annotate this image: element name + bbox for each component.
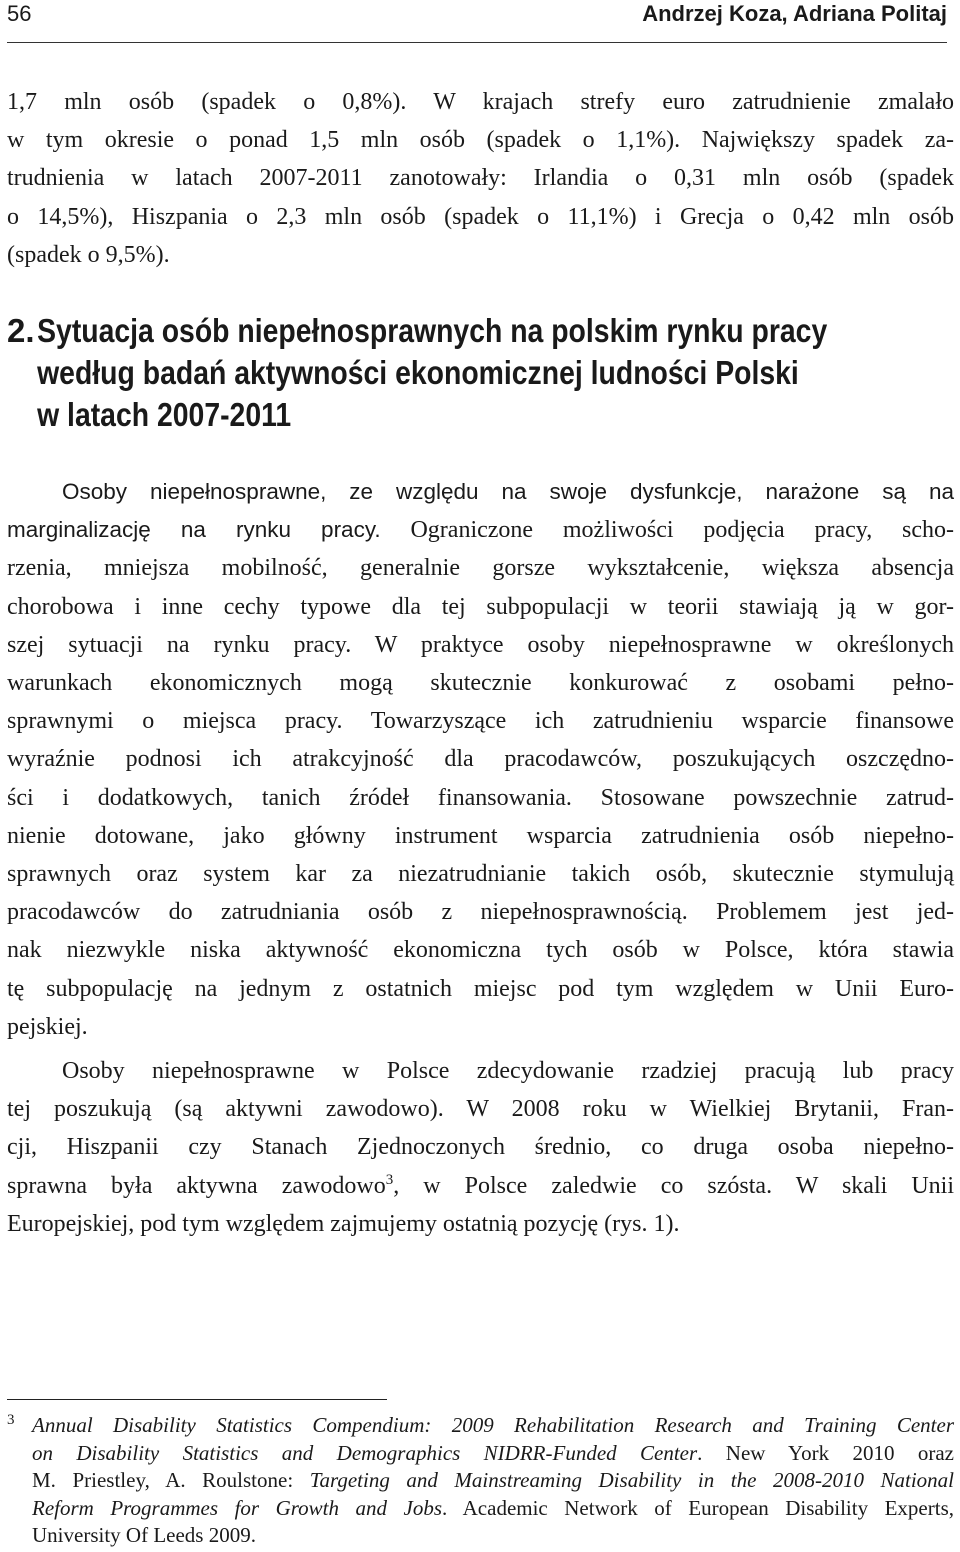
text-line: Europejskiej, pod tym względem zajmujemy ostatnią pozycję (rys. 1). xyxy=(7,1210,680,1237)
footnote-separator xyxy=(7,1399,387,1400)
text-fragment: Ograniczone możliwości podjęcia pracy, scho- xyxy=(380,517,954,544)
footnote-text xyxy=(32,1412,954,1550)
text-fragment: marginalizację na rynku pracy. xyxy=(7,517,381,543)
text-line: wyraźnie podnosi ich atrakcyjność dla pracodawców, poszukujących oszczędno- xyxy=(7,746,954,773)
text-line: warunkach ekonomicznych mogą skutecznie konkurować z osobami pełno- xyxy=(7,670,954,697)
text-line: pracodawców do zatrudniania osób z niepełnosprawnością. Problemem jest jed- xyxy=(7,899,954,926)
text-line xyxy=(7,511,954,549)
text-line: cji, Hiszpanii czy Stanach Zjednoczonych średnio, co druga osoba niepełno- xyxy=(7,1134,954,1161)
footnote xyxy=(7,1412,954,1550)
section-number: 2. xyxy=(7,312,35,349)
section-title xyxy=(7,310,828,436)
intro-paragraph xyxy=(7,83,954,274)
page-number: 56 xyxy=(7,1,32,26)
text-line: 1,7 mln osób (spadek o 0,8%). W krajach strefy euro zatrudnienie zmalało xyxy=(7,89,954,115)
text-line: Osoby niepełnosprawne w Polsce zdecydowanie rzadziej pracują lub pracy xyxy=(62,1058,954,1084)
text-line: Osoby niepełnosprawne, ze względu na swoje dysfunkcje, narażone są na xyxy=(62,479,954,504)
footnote-mark: 3 xyxy=(7,1412,15,1428)
footnote-reference[interactable]: 3 xyxy=(385,1171,394,1188)
footnote-line xyxy=(32,1467,954,1495)
footnote-line xyxy=(32,1440,954,1468)
text-line: nienie dotowane, jako główny instrument wsparcia zatrudnienia osób niepełno- xyxy=(7,822,954,849)
text-line: sprawnymi o miejsca pracy. Towarzyszące ich zatrudnieniu wsparcie finansowe xyxy=(7,708,954,735)
text-line: sprawnych oraz system kar za niezatrudnianie takich osób, skutecznie stymulują xyxy=(7,861,954,888)
footnote-fragment: . Academic Network of European Disability Experts, xyxy=(442,1495,954,1520)
section-title-line: Sytuacja osób niepełnosprawnych na polskim rynku pracy xyxy=(37,312,828,349)
footnote-fragment: M. Priestley, A. Roulstone: xyxy=(32,1468,310,1493)
footnote-title: Reform Programmes for Growth and Jobs xyxy=(32,1495,443,1520)
text-line: tę subpopulację na jednym z ostatnich miejsc pod tym względem w Unii Euro- xyxy=(7,975,954,1002)
text-line: szej sytuacji na rynku pracy. W praktyce osoby niepełnosprawne w określonych xyxy=(7,631,954,658)
footnote-line: University Of Leeds 2009. xyxy=(32,1523,256,1548)
text-fragment: sprawna była aktywna zawodowo xyxy=(7,1172,386,1199)
footnote-line xyxy=(32,1495,954,1523)
text-line xyxy=(7,1167,954,1205)
text-fragment: , w Polsce zaledwie co szósta. W skali Unii xyxy=(393,1172,955,1199)
text-line: tej poszukują (są aktywni zawodowo). W 2008 roku w Wielkiej Brytanii, Fran- xyxy=(7,1096,954,1123)
text-line: trudnienia w latach 2007-2011 zanotowały: Irlandia o 0,31 mln osób (spadek xyxy=(7,165,954,192)
paragraph-activity-comparison xyxy=(7,1052,954,1243)
section-title-line: według badań aktywności ekonomicznej ludności Polski xyxy=(37,354,799,391)
text-line: rzenia, mniejsza mobilność, generalnie gorsze wykształcenie, większa absencja xyxy=(7,555,954,582)
text-line: (spadek o 9,5%). xyxy=(7,241,170,268)
paragraph-disability-situation xyxy=(7,473,954,1046)
footnote-fragment: . New York 2010 oraz xyxy=(697,1440,954,1465)
page-header xyxy=(7,0,947,43)
footnote-title: Targeting and Mainstreaming Disability in the 2008-2010 National xyxy=(309,1468,954,1493)
section-heading xyxy=(7,310,954,436)
footnote-title: Annual Disability Statistics Compendium: 2009 Rehabilitation Research and Training Center xyxy=(32,1413,954,1437)
footnote-title: on Disability Statistics and Demographics NIDRR-Funded Center xyxy=(32,1440,698,1465)
footnote-line xyxy=(32,1412,954,1440)
text-line: chorobowa i inne cechy typowe dla tej subpopulacji w teorii stawiają ją w gor- xyxy=(7,593,954,620)
running-head-authors: Andrzej Koza, Adriana Politaj xyxy=(642,1,947,26)
text-line: w tym okresie o ponad 1,5 mln osób (spadek o 1,1%). Największy spadek za- xyxy=(7,127,954,154)
text-line: ści i dodatkowych, tanich źródeł finansowania. Stosowane powszechnie zatrud- xyxy=(7,784,954,811)
text-line: o 14,5%), Hiszpania o 2,3 mln osób (spadek o 11,1%) i Grecja o 0,42 mln osób xyxy=(7,203,954,230)
text-line: pejskiej. xyxy=(7,1013,88,1040)
section-title-line: w latach 2007-2011 xyxy=(37,396,292,433)
text-line: nak niezwykle niska aktywność ekonomiczna tych osób w Polsce, która stawia xyxy=(7,937,954,964)
